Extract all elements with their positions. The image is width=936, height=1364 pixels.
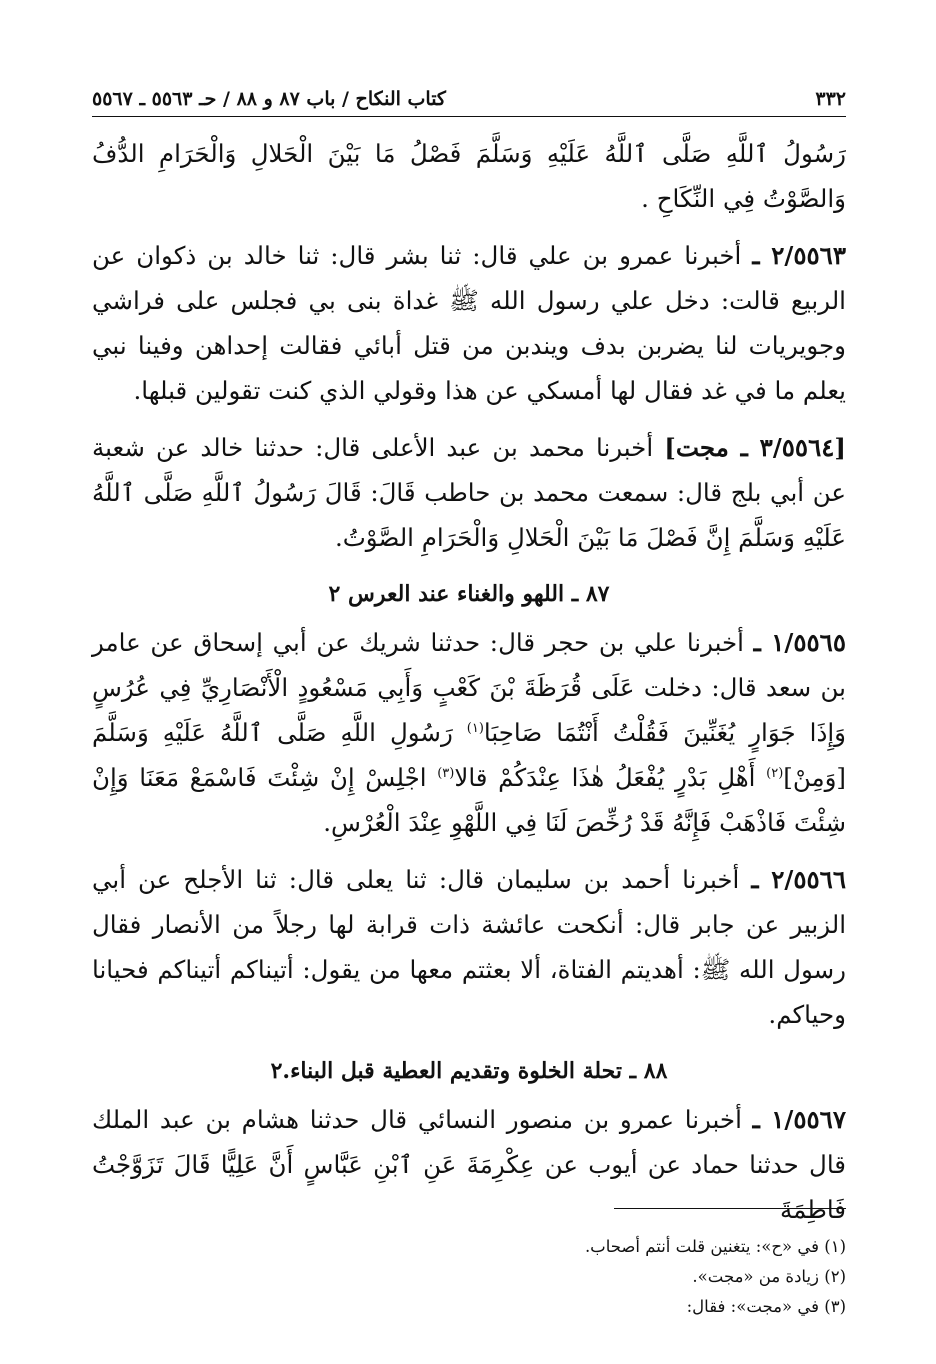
footnote-divider — [614, 1208, 846, 1209]
hadith-text-part-a: أخبرنا علي بن حجر قال: حدثنا شريك عن أبي إسحاق عن عامر بن سعد قال: دخلت عَلَى قُرَظَةَ بْنَ كَعْبٍ وَأَبِي مَسْعُودٍ الْأَنْصَارِيِّ فِي عُرُسٍ وَإِذَا جَوَارٍ يُغَنِّينَ فَقُلْتُ أَنْتُمَا صَاحِبَا — [92, 628, 846, 747]
hadith-text: أخبرنا عمرو بن منصور النسائي قال حدثنا هشام بن عبد الملك قال حدثنا حماد عن أيوب عن عِكْرِمَةَ عَنِ ٱبْنِ عَبَّاسٍ أَنَّ عَلِيًّا قَالَ تَزَوَّجْتُ فَاطِمَةَ — [92, 1105, 846, 1224]
section-heading-88: ٨٨ ـ تحلة الخلوة وتقديم العطية قبل البناء.٢ — [270, 1058, 668, 1084]
running-header — [92, 88, 846, 117]
footnote-ref-1[interactable]: (١) — [466, 720, 484, 736]
hadith-5564 — [92, 425, 846, 560]
hadith-number: ٢/٥٥٦٣ ـ — [752, 241, 846, 270]
hadith-number: ٢/٥٥٦٦ ـ — [751, 865, 846, 894]
hadith-number: [٣/٥٥٦٤ ـ مجت] — [664, 433, 846, 462]
hadith-number: ١/٥٥٦٥ ـ — [753, 628, 846, 657]
hadith-text: أخبرنا محمد بن عبد الأعلى قال: حدثنا خالد عن شعبة عن أبي بلج قال: سمعت محمد بن حاطب قَالَ: قَالَ رَسُولُ ٱللَّهِ صَلَّى ٱللَّهُ عَلَيْهِ وَسَلَّمَ إِنَّ فَصْلَ مَا بَيْنَ الْحَلالِ وَالْحَرَامِ الصَّوْتُ. — [92, 433, 846, 552]
running-title: كتاب النكاح / باب ٨٧ و ٨٨ / حـ ٥٥٦٣ ـ ٥٥٦٧ — [92, 88, 446, 110]
hadith-5567 — [92, 1097, 846, 1232]
hadith-text-part-b: رَسُولِ اللَّهِ صَلَّى ٱللَّهُ عَلَيْهِ وَسَلَّمَ [وَمِنْ] — [92, 718, 846, 792]
footnote-ref-2[interactable]: (٢) — [766, 765, 784, 781]
footnote-2: (٢) زيادة من «مجت». — [692, 1267, 846, 1286]
hadith-text-part-c: أَهْلِ بَدْرٍ يُفْعَلُ هٰذَا عِنْدَكُمْ قالا — [454, 763, 767, 792]
hadith-text: أخبرنا عمرو بن علي قال: ثنا بشر قال: ثنا خالد بن ذكوان عن الربيع قالت: دخل علي رسول الله ﷺ غداة بنى بي فجلس على فراشي وجويريات لنا يضربن بدف ويندبن من قتل أبائي فقالت إحداهن وفينا نبي يعلم ما في غد فقال لها أمسكي عن هذا وقولي الذي كنت تقولين قبلها. — [92, 241, 846, 405]
footnote-1: (١) في «ح»: يتغنين قلت أنتم أصحاب. — [584, 1237, 846, 1256]
page-number: ٣٣٢ — [815, 88, 846, 110]
continuation-text: رَسُولُ ٱللَّهِ صَلَّى ٱللَّهُ عَلَيْهِ وَسَلَّمَ فَصْلُ مَا بَيْنَ الْحَلالِ وَالْحَرَامِ الدُّفُ وَالصَّوْتُ فِي النِّكَاحِ . — [92, 139, 846, 213]
hadith-number: ١/٥٥٦٧ ـ — [752, 1105, 846, 1134]
section-heading-87: ٨٧ ـ اللهو والغناء عند العرس ٢ — [328, 581, 610, 607]
hadith-5565 — [92, 620, 846, 845]
hadith-text-part-d: اجْلِسْ إِنْ شِئْتَ فَاسْمَعْ مَعَنَا وَإِنْ شِئْتَ فَاذْهَبْ فَإِنَّهُ قَدْ رُخِّصَ لَنَا فِي اللَّهْوِ عِنْدَ الْعُرْسِ. — [92, 763, 846, 837]
footnote-ref-3[interactable]: (٣) — [437, 765, 455, 781]
footnote-3: (٣) في «مجت»: فقال: — [686, 1297, 846, 1316]
hadith-5566 — [92, 857, 846, 1037]
footnotes — [86, 1232, 846, 1322]
hadith-text: أخبرنا أحمد بن سليمان قال: ثنا يعلى قال: ثنا الأجلح عن أبي الزبير عن جابر قال: أنكحت عائشة ذات قرابة لها رجلاً من الأنصار فقال رسول الله ﷺ: أهديتم الفتاة، ألا بعثتم معها من يقول: أتيناكم أتيناكم فحيانا وحياكم. — [92, 865, 846, 1029]
hadith-5563 — [92, 233, 846, 413]
